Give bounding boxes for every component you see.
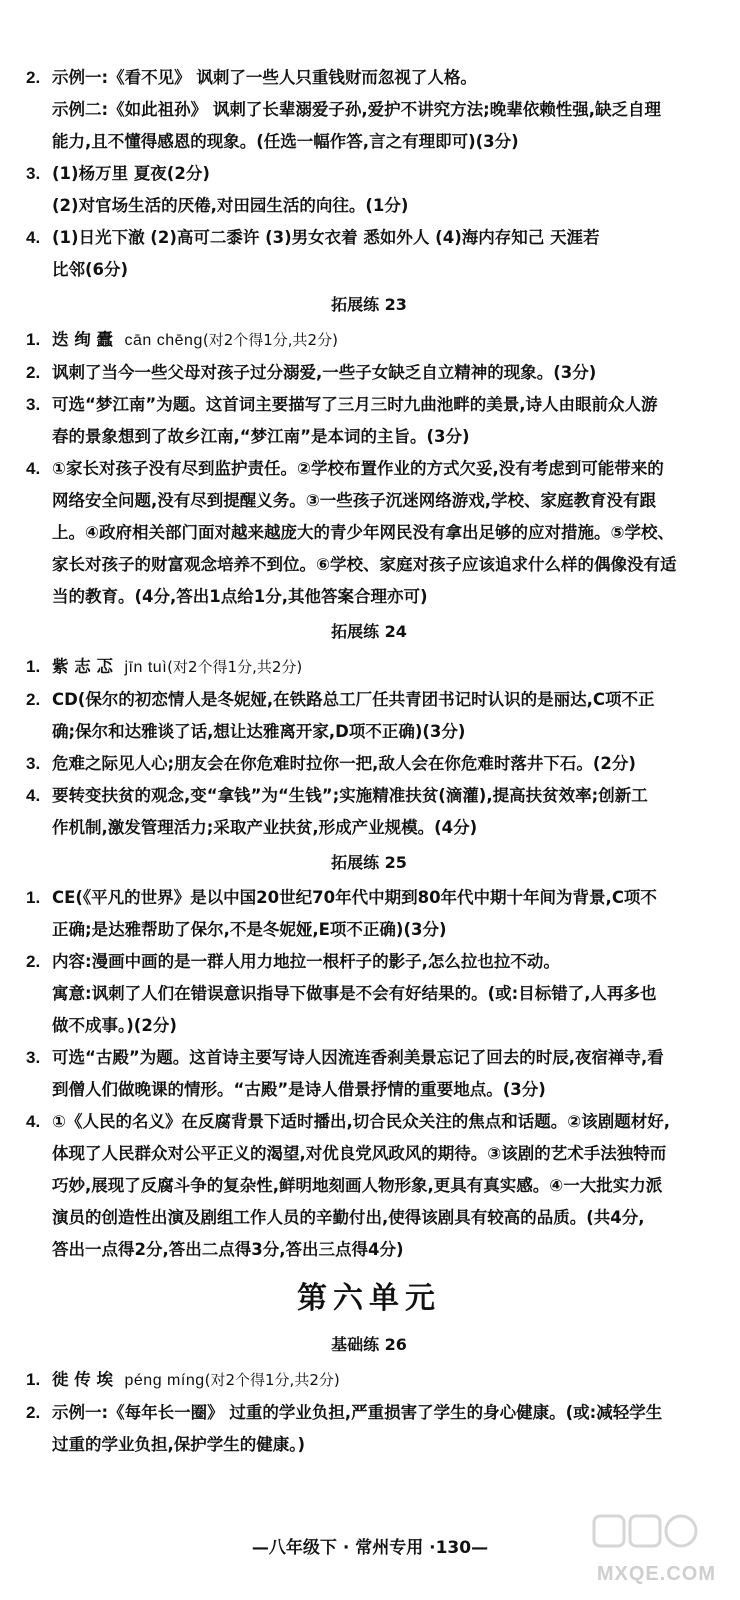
item-number: 3. xyxy=(26,164,41,183)
s25-item-2 xyxy=(26,946,712,1042)
s26-item-2 xyxy=(26,1397,712,1461)
s24-item-2 xyxy=(26,684,712,748)
score-note: (对2个得1分,共2分) xyxy=(204,1371,340,1389)
answer-line: 可选“古殿”为题。这首诗主要写诗人因流连香刹美景忘记了回去的时辰,夜宿禅寺,看 xyxy=(52,1048,664,1067)
answer-line: 示例二:《如此祖孙》 讽刺了长辈溺爱子孙,爱护不讲究方法;晚辈依赖性强,缺乏自理 xyxy=(52,100,661,119)
item-number: 2. xyxy=(26,690,41,709)
answer-line xyxy=(52,651,712,684)
answer-line: 示例一:《看不见》 讽刺了一些人只重钱财而忽视了人格。 xyxy=(52,68,477,87)
item-number: 4. xyxy=(26,786,41,805)
score-note: (对2个得1分,共2分) xyxy=(202,331,338,349)
answer-item-3 xyxy=(26,158,712,222)
section-title-24: 拓展练 24 xyxy=(331,622,407,641)
answer-line: 网络安全问题,没有尽到提醒义务。③一些孩子沉迷网络游戏,学校、家庭教育没有跟 xyxy=(52,491,657,510)
s23-item-3 xyxy=(26,389,712,453)
answer-line: 正确;是达雅帮助了保尔,不是冬妮娅,E项不正确)(3分) xyxy=(52,920,447,939)
answer-line: 当的教育。(4分,答出1点给1分,其他答案合理亦可) xyxy=(52,587,428,606)
score-note: (对2个得1分,共2分) xyxy=(167,658,303,676)
answer-line: 上。④政府相关部门面对越来越庞大的青少年网民没有拿出足够的应对措施。⑤学校、 xyxy=(52,523,674,542)
answer-line: 内容:漫画中画的是一群人用力地拉一根杆子的影子,怎么拉也拉不动。 xyxy=(52,952,560,971)
answer-line: 寓意:讽刺了人们在错误意识指导下做事是不会有好结果的。(或:目标错了,人再多也 xyxy=(52,984,657,1003)
s26-item-1 xyxy=(26,1364,712,1397)
s23-item-4 xyxy=(26,453,712,613)
item-number: 2. xyxy=(26,68,41,87)
answer-line: (1)杨万里 夏夜(2分) xyxy=(52,164,210,183)
answer-pinyin: jīn tuì xyxy=(124,659,168,676)
s24-item-1 xyxy=(26,651,712,684)
answer-line xyxy=(52,324,712,357)
page-content xyxy=(26,62,712,1461)
answer-line xyxy=(52,1364,712,1397)
item-number: 2. xyxy=(26,1403,41,1422)
item-number: 4. xyxy=(26,228,41,247)
answer-line: 示例一:《每年长一圈》 过重的学业负担,严重损害了学生的身心健康。(或:减轻学生 xyxy=(52,1403,663,1422)
answer-line: 答出一点得2分,答出二点得3分,答出三点得4分) xyxy=(52,1240,404,1259)
answer-item-4 xyxy=(26,222,712,286)
answer-line: 巧妙,展现了反腐斗争的复杂性,鲜明地刻画人物形象,更具有真实感。④一大批实力派 xyxy=(52,1176,663,1195)
answer-chars: 徙 传 埃 xyxy=(52,1370,113,1389)
item-number: 2. xyxy=(26,363,41,382)
answer-line: ①家长对孩子没有尽到监护责任。②学校布置作业的方式欠妥,没有考虑到可能带来的 xyxy=(52,459,664,478)
answer-chars: 紫 志 忑 xyxy=(52,657,113,676)
item-number: 1. xyxy=(26,1370,41,1389)
answer-line: 确;保尔和达雅谈了话,想让达雅离开家,D项不正确)(3分) xyxy=(52,722,466,741)
answer-line: 到僧人们做晚课的情形。“古殿”是诗人借景抒情的重要地点。(3分) xyxy=(52,1080,546,1099)
answer-line: 可选“梦江南”为题。这首词主要描写了三月三时九曲池畔的美景,诗人由眼前众人游 xyxy=(52,395,658,414)
item-number: 2. xyxy=(26,952,41,971)
answer-line: 作机制,激发管理活力;采取产业扶贫,形成产业规模。(4分) xyxy=(52,818,478,837)
item-number: 4. xyxy=(26,459,41,478)
answer-line: 演员的创造性出演及剧组工作人员的辛勤付出,使得该剧具有较高的品质。(共4分, xyxy=(52,1208,645,1227)
section-title-25: 拓展练 25 xyxy=(331,853,407,872)
answer-line: 做不成事。)(2分) xyxy=(52,1016,177,1035)
answer-item-2 xyxy=(26,62,712,158)
answer-line: 要转变扶贫的观念,变“拿钱”为“生钱”;实施精准扶贫(滴灌),提高扶贫效率;创新工 xyxy=(52,786,648,805)
answer-line: 家长对孩子的财富观念培养不到位。⑥学校、家庭对孩子应该追求什么样的偶像没有适 xyxy=(52,555,677,574)
unit-title: 第六单元 xyxy=(297,1281,441,1316)
answer-line: CD(保尔的初恋情人是冬妮娅,在铁路总工厂任共青团书记时认识的是丽达,C项不正 xyxy=(52,690,655,709)
answer-line: 能力,且不懂得感恩的现象。(任选一幅作答,言之有理即可)(3分) xyxy=(52,132,519,151)
s23-item-2 xyxy=(26,357,712,389)
item-number: 3. xyxy=(26,754,41,773)
s25-item-1 xyxy=(26,882,712,946)
answer-line: 过重的学业负担,保护学生的健康。) xyxy=(52,1435,306,1454)
answer-line: 体现了人民群众对公平正义的渴望,对优良党风政风的期待。③该剧的艺术手法独特而 xyxy=(52,1144,667,1163)
answer-line: 讽刺了当今一些父母对孩子过分溺爱,一些子女缺乏自立精神的现象。(3分) xyxy=(52,363,597,382)
answer-chars: 迭 绚 蠹 xyxy=(52,330,113,349)
section-title-26: 基础练 26 xyxy=(331,1335,407,1354)
answer-line: 危难之际见人心;朋友会在你危难时拉你一把,敌人会在你危难时落井下石。(2分) xyxy=(52,754,636,773)
section-title-23: 拓展练 23 xyxy=(331,295,407,314)
answer-line: ①《人民的名义》在反腐背景下适时播出,切合民众关注的焦点和话题。②该剧题材好, xyxy=(52,1112,670,1131)
answer-pinyin: cān chēng xyxy=(124,332,203,349)
answer-line: 春的景象想到了故乡江南,“梦江南”是本词的主旨。(3分) xyxy=(52,427,470,446)
answer-line: (2)对官场生活的厌倦,对田园生活的向往。(1分) xyxy=(52,196,409,215)
item-number: 1. xyxy=(26,888,41,907)
s25-item-4 xyxy=(26,1106,712,1266)
s24-item-4 xyxy=(26,780,712,844)
answer-pinyin: péng míng xyxy=(124,1372,205,1389)
item-number: 1. xyxy=(26,330,41,349)
watermark-text: MXQE.COM xyxy=(596,1563,716,1585)
item-number: 3. xyxy=(26,1048,41,1067)
answer-line: (1)日光下澈 (2)高可二黍许 (3)男女衣着 悉如外人 (4)海内存知己 天涯若 xyxy=(52,228,600,247)
item-number: 1. xyxy=(26,657,41,676)
item-number: 3. xyxy=(26,395,41,414)
site-watermark xyxy=(572,1512,722,1588)
s25-item-3 xyxy=(26,1042,712,1106)
item-number: 4. xyxy=(26,1112,41,1131)
page-footer: —八年级下 · 常州专用 ·130— xyxy=(251,1538,489,1558)
s24-item-3 xyxy=(26,748,712,780)
answer-line: 比邻(6分) xyxy=(52,260,129,279)
s23-item-1 xyxy=(26,324,712,357)
answer-line: CE(《平凡的世界》是以中国20世纪70年代中期到80年代中期十年间为背景,C项不 xyxy=(52,888,657,907)
